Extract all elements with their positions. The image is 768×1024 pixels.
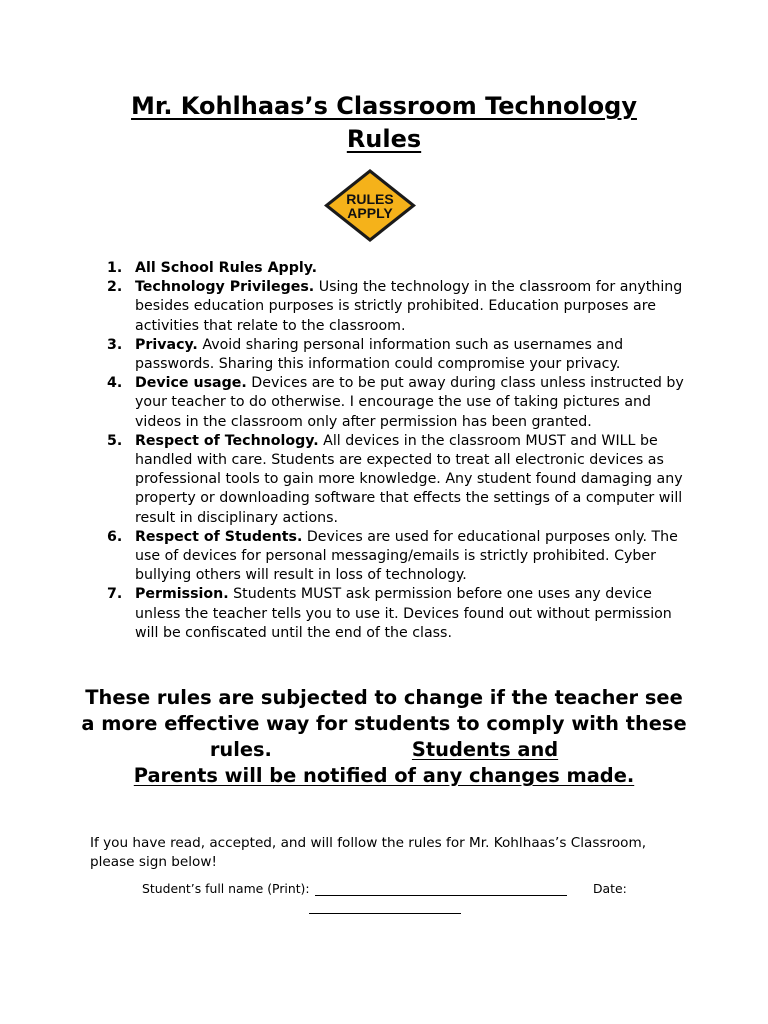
title-line-2: Rules [346, 125, 422, 153]
rules-apply-sign-icon [323, 168, 417, 243]
rule-heading: Respect of Technology. [135, 432, 319, 449]
title-line-1: Mr. Kohlhaas’s Classroom Technology [131, 92, 637, 120]
rule-item [107, 336, 692, 374]
rule-item [107, 432, 692, 528]
rule-heading: Privacy. [135, 336, 198, 353]
change-notice [80, 685, 688, 789]
notice-underlined-2: Parents will be notified of any changes made. [133, 764, 635, 787]
rule-body: All devices in the classroom MUST and WILL be handled with care. Students are expected to treat all electronic devices as professional tools to gain more knowledge. Any student found damaging any property or downloading software that effects the settings of a computer will result in disciplinary actions. [135, 432, 683, 526]
rule-body: Using the technology in the classroom for anything besides education purposes is strictly prohibited. Education purposes are activities that relate to the classroom. [135, 279, 683, 334]
rule-number: 3. [107, 336, 123, 353]
rule-item [107, 278, 692, 336]
student-name-blank[interactable] [315, 895, 567, 896]
signature-intro: If you have read, accepted, and will follow the rules for Mr. Kohlhaas’s Classroom, please sign below! [90, 835, 647, 870]
student-name-label: Student’s full name (Print): [142, 881, 310, 896]
rule-item [107, 585, 692, 643]
rule-number: 4. [107, 375, 123, 392]
date-label: Date: [593, 881, 627, 896]
rule-heading: Technology Privileges. [135, 279, 315, 296]
rule-heading: Respect of Students. [135, 528, 303, 545]
rule-item [107, 528, 692, 586]
rule-body: Devices are used for educational purposes only. The use of devices for personal messaging/emails is strictly prohibited. Cyber bullying others will result in loss of technology. [135, 528, 678, 584]
rule-heading: Device usage. [135, 375, 247, 392]
rule-body: Avoid sharing personal information such as usernames and passwords. Sharing this information could compromise your privacy. [135, 336, 624, 373]
notice-text: These rules are subjected to change if the teacher see a more effective way for students to comply with these rules. [81, 686, 687, 761]
rule-item [107, 374, 692, 432]
rule-item [107, 259, 692, 278]
rule-number: 7. [107, 586, 123, 603]
rule-heading: All School Rules Apply. [135, 260, 318, 276]
sign-text-line-2: APPLY [347, 205, 393, 221]
notice-underlined-1: Students and [411, 738, 559, 761]
rules-list [107, 259, 692, 643]
rule-heading: Permission. [135, 586, 229, 603]
sign-text-line-1: RULES [346, 191, 394, 207]
rule-number: 1. [107, 260, 123, 276]
rule-body: Students MUST ask permission before one uses any device unless the teacher tells you to use it. Devices found out without permission will be confiscated until the end of the class. [135, 586, 672, 641]
document-title [0, 90, 768, 156]
rule-number: 2. [107, 279, 123, 296]
rule-number: 5. [107, 432, 123, 449]
rule-body: Devices are to be put away during class unless instructed by your teacher to do otherwise. I encourage the use of taking pictures and videos in the classroom only after permission has been granted. [135, 375, 684, 430]
rule-number: 6. [107, 528, 123, 545]
date-blank[interactable] [309, 913, 461, 914]
rules-apply-sign-graphic [323, 168, 417, 243]
